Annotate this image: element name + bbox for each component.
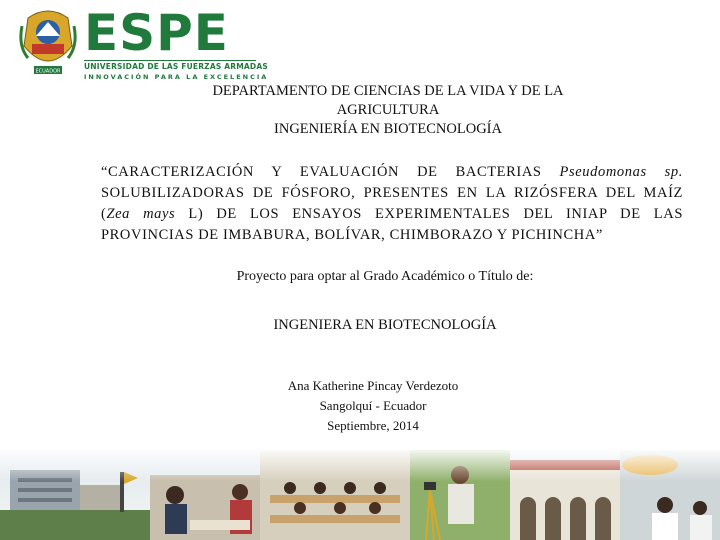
espe-logo <box>18 4 269 81</box>
title-part-3: L) DE LOS ENSAYOS EXPERIMENTALES DEL INIAP DE LAS PROVINCIAS DE IMBABURA, BOLÍVAR, CHIMBORAZO Y PICHINCHA” <box>101 206 683 243</box>
title-species-1: Pseudomonas sp. <box>559 164 683 180</box>
title-species-2: Zea mays <box>106 206 176 222</box>
university-crest-icon <box>18 6 78 78</box>
department-heading <box>160 82 616 139</box>
title-part-1: “CARACTERIZACIÓN Y EVALUACIÓN DE BACTERIAS <box>101 164 560 180</box>
brand-subtitle: UNIVERSIDAD DE LAS FUERZAS ARMADAS <box>84 62 268 71</box>
author-block <box>160 376 586 436</box>
photo-collage-image <box>0 450 720 540</box>
author-date: Septiembre, 2014 <box>327 418 419 433</box>
brand-slogan: INNOVACIÓN PARA LA EXCELENCIA <box>84 73 269 81</box>
department-line-3: INGENIERÍA EN BIOTECNOLOGÍA <box>274 121 502 137</box>
department-line-1: DEPARTAMENTO DE CIENCIAS DE LA VIDA Y DE LA <box>212 83 564 99</box>
thesis-title <box>101 162 683 246</box>
author-location: Sangolquí - Ecuador <box>319 398 427 413</box>
brand-block <box>84 6 268 81</box>
crest-label: ECUADOR <box>35 68 61 75</box>
department-line-2: AGRICULTURA <box>336 102 440 118</box>
project-line: Proyecto para optar al Grado Académico o Título de: <box>236 269 534 284</box>
brand-word: ESPE <box>84 4 229 62</box>
author-name: Ana Katherine Pincay Verdezoto <box>287 378 459 393</box>
title-part-2: SOLUBILIZADORAS DE FÓSFORO, PRESENTES EN LA RIZÓSFERA DEL MAÍZ ( <box>101 185 683 222</box>
degree-title: INGENIERA EN BIOTECNOLOGÍA <box>273 317 497 333</box>
campus-photo-strip <box>0 450 720 540</box>
